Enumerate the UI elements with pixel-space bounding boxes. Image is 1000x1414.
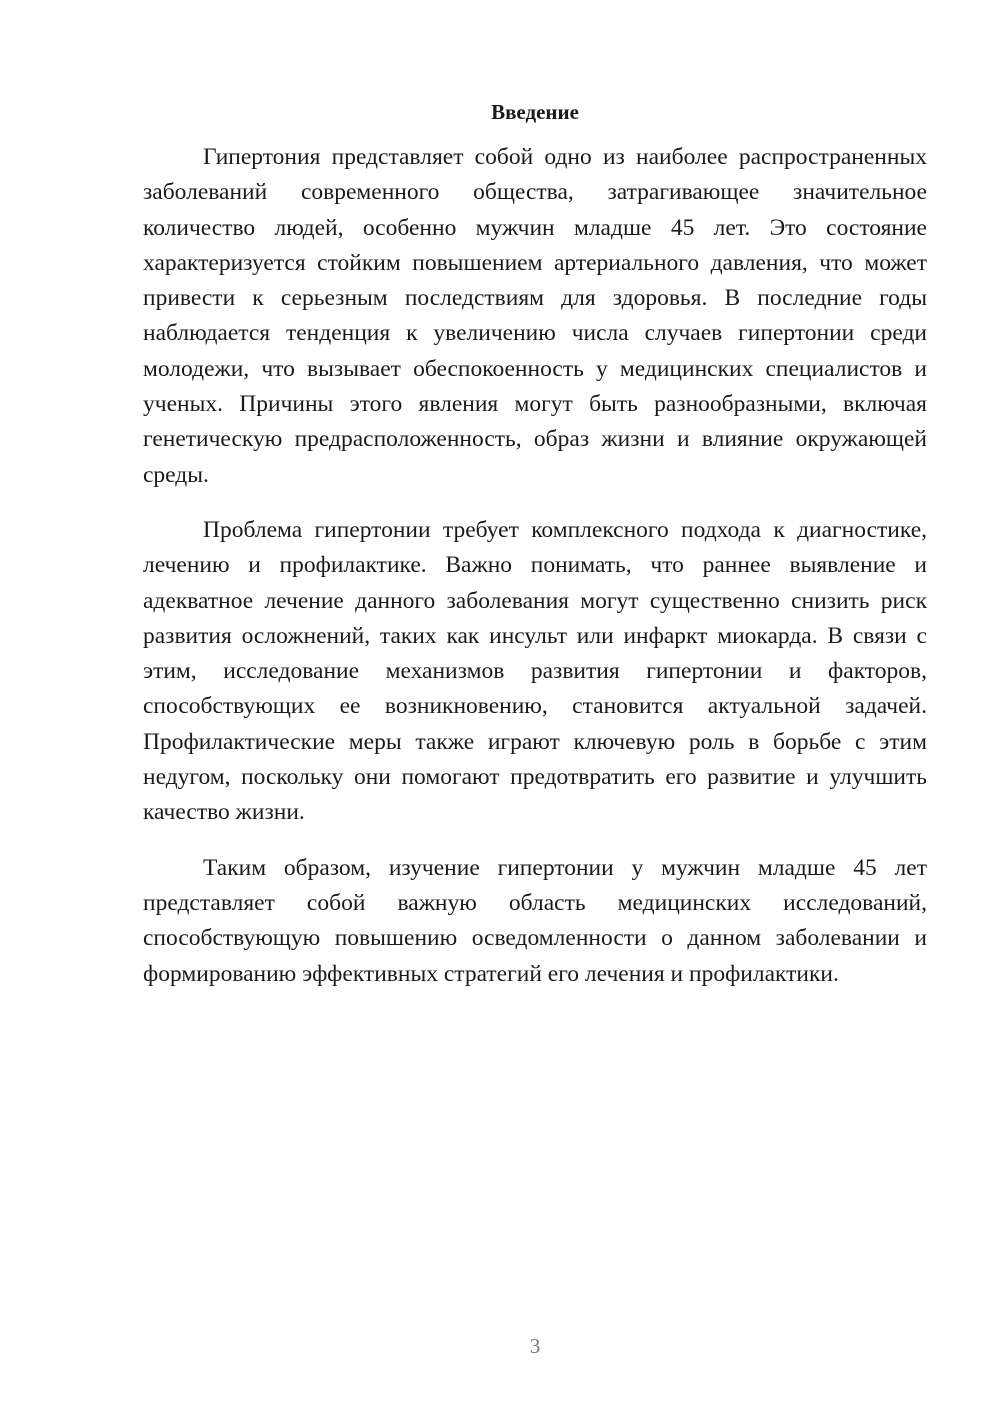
paragraph-1: Гипертония представляет собой одно из наиболее распространенных заболеваний современного общества, затрагивающее значительное количество людей, особенно мужчин младше 45 лет. Это состояние характеризуется стойким повышением артериального давления, что может привести к серьезным последствиям для здоровья. В последние годы наблюдается тенденция к увеличению числа случаев гипертонии среди молодежи, что вызывает обеспокоенность у медицинских специалистов и ученых. Причины этого явления могут быть разнообразными, включая генетическую предрасположенность, образ жизни и влияние окружающей среды. (143, 144, 927, 488)
paragraph-2: Проблема гипертонии требует комплексного подхода к диагностике, лечению и профилактике. Важно понимать, что раннее выявление и адекватное лечение данного заболевания могут существенно снизить риск развития осложнений, таких как инсульт или инфаркт миокарда. В связи с этим, исследование механизмов развития гипертонии и факторов, способствующих ее возникновению, становится актуальной задачей. Профилактические меры также играют ключевую роль в борьбе с этим недугом, поскольку они помогают предотвратить его развитие и улучшить качество жизни. (143, 516, 927, 826)
paragraph-3: Таким образом, изучение гипертонии у мужчин младше 45 лет представляет собой важную область медицинских исследований, способствующую повышению осведомленности о данном заболевании и формированию эффективных стратегий его лечения и профилактики. (143, 854, 927, 987)
body-text (143, 140, 927, 1012)
page-number: 3 (529, 1334, 541, 1358)
section-title: Введение (491, 100, 579, 124)
